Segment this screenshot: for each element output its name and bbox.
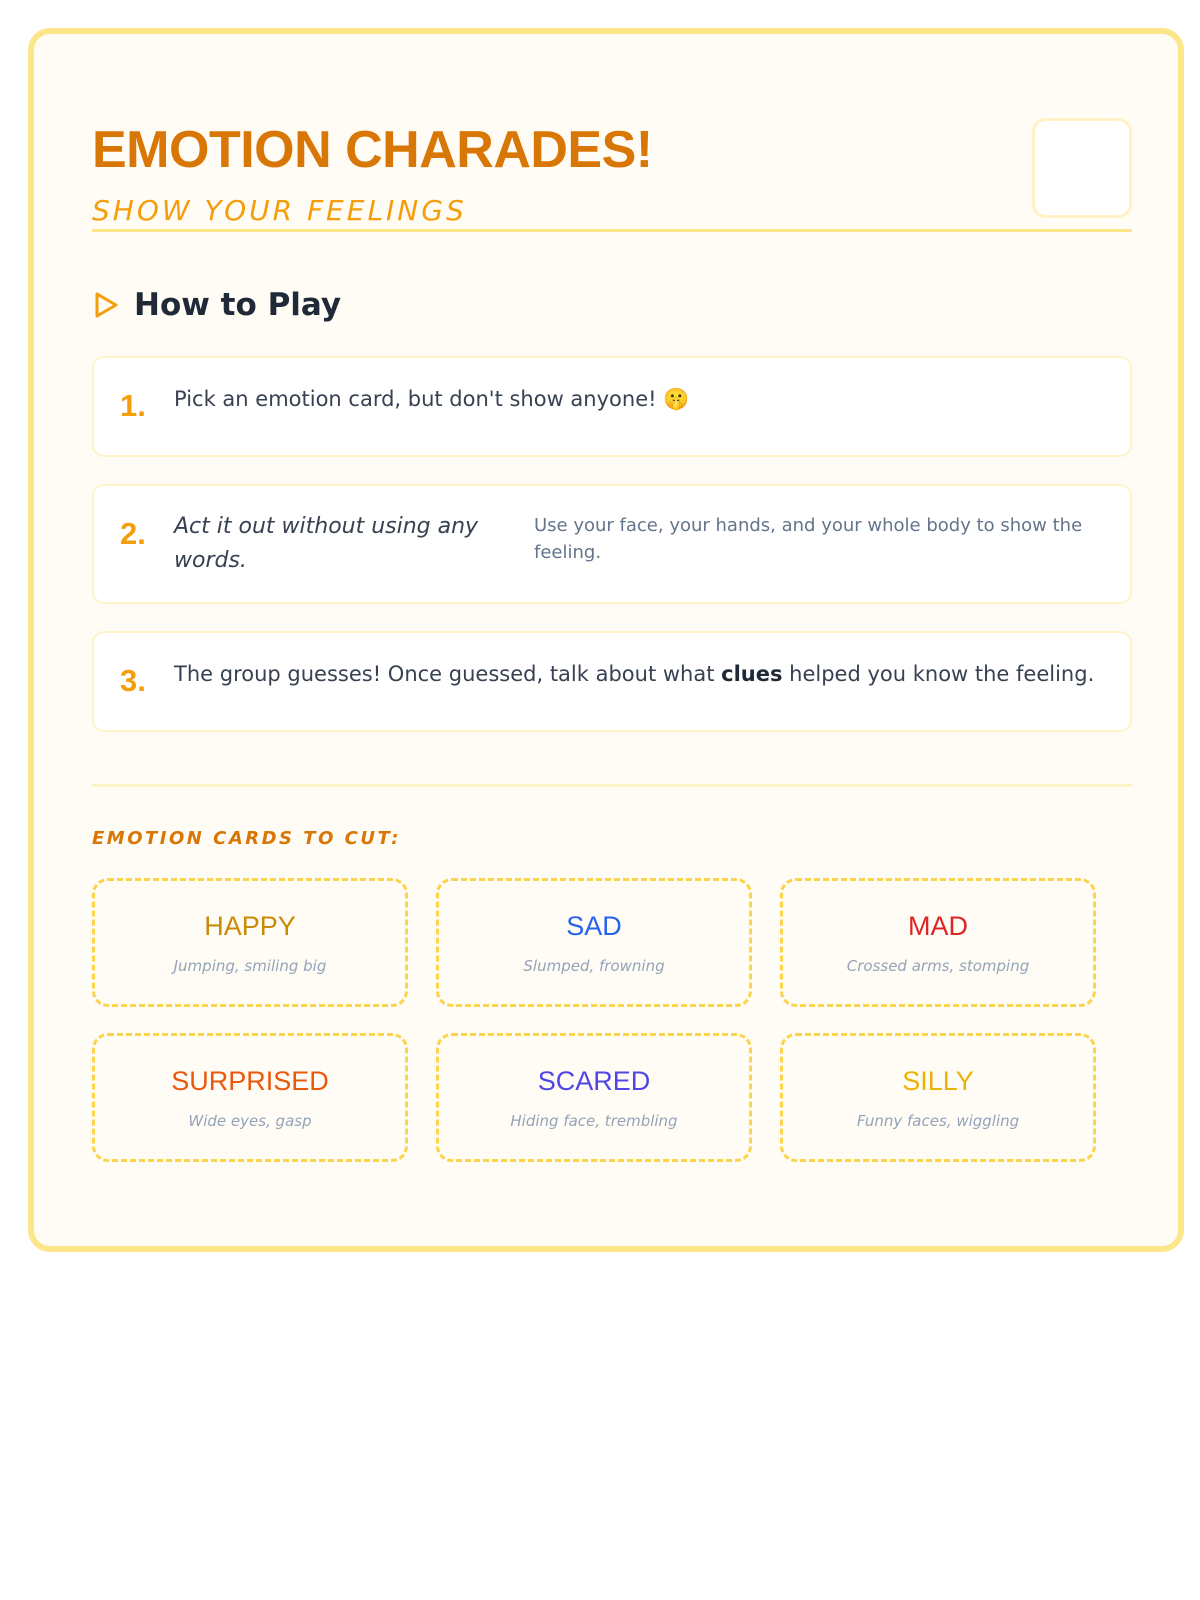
card-name: HAPPY (204, 911, 296, 941)
card-name: SILLY (902, 1066, 974, 1096)
emotion-card (436, 878, 752, 1007)
logo-placeholder (1032, 118, 1132, 218)
emotion-cards-grid (92, 878, 1132, 1162)
step-2 (92, 484, 1132, 604)
header (92, 90, 1132, 232)
step-text-start: The group guesses! Once guessed, talk about what (174, 662, 722, 686)
card-description: Crossed arms, stomping (846, 957, 1030, 975)
step-text-end: helped you know the feeling. (782, 662, 1095, 686)
step-number: 3. (120, 663, 146, 698)
step-note: Use your face, your hands, and your whole body to show the feeling. (534, 515, 1083, 563)
card-name: SCARED (537, 1066, 651, 1096)
page-subtitle: SHOW YOUR FEELINGS (92, 194, 467, 227)
step-number: 2. (120, 516, 146, 551)
card-name: MAD (908, 911, 968, 941)
emotion-card (92, 1033, 408, 1162)
emotion-card (436, 1033, 752, 1162)
card-description: Funny faces, wiggling (856, 1112, 1020, 1130)
emotion-card (780, 878, 1096, 1007)
card-description: Jumping, smiling big (173, 957, 327, 975)
card-name: SURPRISED (171, 1066, 329, 1096)
card-description: Wide eyes, gasp (188, 1112, 312, 1130)
card-name: SAD (566, 911, 622, 941)
step-1 (92, 356, 1132, 457)
cards-label: EMOTION CARDS TO CUT: (92, 828, 401, 849)
section-title: How to Play (134, 287, 342, 323)
step-number: 1. (120, 388, 146, 423)
worksheet (28, 28, 1184, 1252)
step-3 (92, 631, 1132, 732)
card-description: Hiding face, trembling (510, 1112, 678, 1130)
how-to-play-heading (92, 280, 341, 330)
page-title: EMOTION CHARADES! (92, 121, 653, 179)
card-description: Slumped, frowning (523, 957, 665, 975)
step-text (174, 657, 1094, 691)
step-text-bold: clues (721, 662, 783, 686)
play-icon (92, 290, 120, 320)
step-text: Act it out without using any words. (174, 514, 479, 573)
emotion-card (780, 1033, 1096, 1162)
section-divider (92, 784, 1132, 787)
emotion-card (92, 878, 408, 1007)
step-text: Pick an emotion card, but don't show anyone! 🤫 (174, 387, 690, 411)
